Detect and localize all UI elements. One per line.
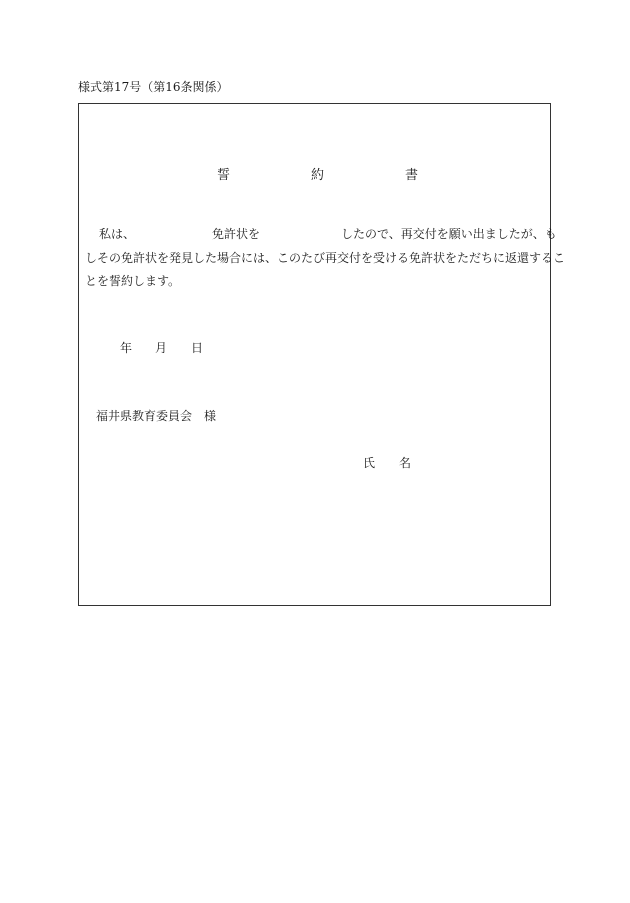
form-number: 様式第17号（第16条関係） <box>78 80 229 94</box>
body-line2: しその免許状を発見した場合には、このたび再交付を受ける免許状をただちに返還するこ <box>85 251 566 265</box>
pledge-form-frame <box>78 103 566 606</box>
title-char-promise: 約 <box>311 168 325 183</box>
addressee: 福井県教育委員会 様 <box>96 409 217 423</box>
date-month-label: 月 <box>155 341 168 355</box>
body-line1-part1: 私は、 <box>99 227 136 241</box>
title-char-document: 書 <box>405 168 419 183</box>
date-year-label: 年 <box>120 341 133 355</box>
title-char-pledge: 誓 <box>217 168 231 183</box>
body-line1-part3: したので、再交付を願い出ましたが、も <box>341 227 557 241</box>
date-day-label: 日 <box>191 341 204 355</box>
body-line3: とを誓約します。 <box>85 274 181 288</box>
signature-name-label: 氏 名 <box>363 456 412 470</box>
body-line1-part2: 免許状を <box>212 227 261 241</box>
